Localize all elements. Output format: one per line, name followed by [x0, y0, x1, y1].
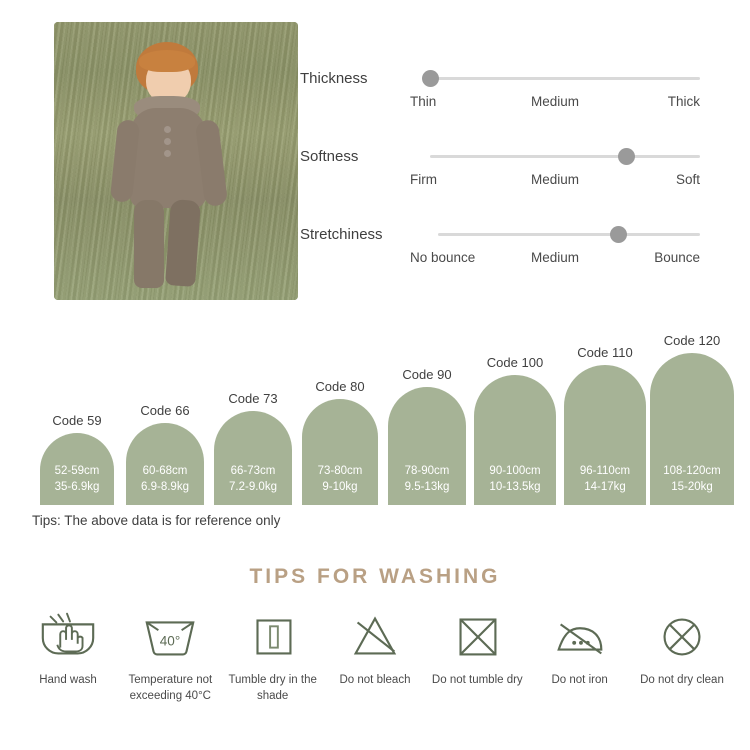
slider-softness[interactable]	[300, 136, 700, 214]
size-code: Code 100	[486, 355, 544, 370]
tick-medium: Medium	[530, 250, 579, 265]
right-leg	[165, 199, 201, 287]
do-not-tumble-dry-icon	[445, 608, 509, 664]
slider-stretchiness-knob[interactable]	[610, 226, 627, 243]
size-weight: 15-20kg	[671, 481, 713, 494]
size-height: 60-68cm	[142, 464, 188, 477]
size-column	[474, 355, 556, 505]
size-arch	[474, 375, 556, 505]
washing-icon-row	[18, 608, 732, 704]
size-weight: 35-6.9kg	[54, 481, 100, 494]
left-leg	[134, 200, 164, 288]
tick-medium: Medium	[530, 172, 579, 187]
size-code: Code 110	[577, 345, 633, 360]
size-chart-note: Tips: The above data is for reference only	[32, 513, 281, 528]
tick-thin: Thin	[410, 94, 437, 109]
size-column	[126, 403, 204, 505]
temperature-40-icon	[138, 608, 202, 664]
washing-caption: Hand wash	[39, 674, 97, 686]
washing-title: TIPS FOR WASHING	[249, 565, 501, 588]
button-1	[164, 126, 171, 133]
size-column	[388, 367, 466, 505]
slider-softness-label: Softness	[300, 148, 359, 165]
top-section	[0, 0, 750, 330]
button-3	[164, 150, 171, 157]
size-arch	[40, 433, 114, 505]
slider-softness-track[interactable]	[430, 155, 700, 158]
tick-thick: Thick	[667, 94, 700, 109]
size-height: 90-100cm	[489, 464, 541, 477]
washing-item	[530, 608, 630, 704]
size-height: 66-73cm	[230, 464, 276, 477]
slider-thickness-label: Thickness	[300, 70, 368, 87]
size-height: 73-80cm	[317, 464, 363, 477]
slider-stretchiness[interactable]	[300, 214, 700, 292]
hand-wash-icon	[36, 608, 100, 664]
slider-stretchiness-ticks	[410, 250, 700, 265]
size-weight: 6.9-8.9kg	[141, 481, 189, 494]
washing-caption: Do not bleach	[339, 674, 411, 686]
tick-bounce: Bounce	[654, 250, 700, 265]
washing-item	[325, 608, 425, 704]
slider-thickness-knob[interactable]	[422, 70, 439, 87]
size-height: 108-120cm	[663, 464, 721, 477]
washing-caption: Tumble dry in the shade	[228, 674, 317, 702]
washing-caption: Do not dry clean	[640, 674, 724, 686]
size-code: Code 59	[52, 413, 102, 428]
tick-no-bounce: No bounce	[410, 250, 476, 265]
size-height: 78-90cm	[404, 464, 450, 477]
size-weight: 9.5-13kg	[404, 481, 450, 494]
size-arch	[214, 411, 292, 505]
washing-caption: Do not tumble dry	[431, 674, 523, 686]
hair-front	[139, 50, 195, 72]
washing-caption: Do not iron	[551, 674, 608, 686]
size-arch	[302, 399, 378, 505]
attribute-sliders	[300, 58, 700, 292]
child-figure	[106, 42, 246, 292]
size-column	[302, 379, 378, 505]
size-column	[40, 413, 114, 505]
washing-item	[18, 608, 118, 704]
size-code: Code 120	[663, 333, 721, 348]
size-code: Code 66	[140, 403, 190, 418]
slider-thickness-track[interactable]	[430, 77, 700, 80]
size-arch	[650, 353, 734, 505]
size-weight: 10-13.5kg	[489, 481, 541, 494]
do-not-iron-icon	[548, 608, 612, 664]
size-height: 96-110cm	[579, 464, 631, 477]
size-arch	[388, 387, 466, 505]
size-code: Code 90	[402, 367, 452, 382]
size-arch	[564, 365, 646, 505]
tick-medium: Medium	[530, 94, 579, 109]
do-not-dry-clean-icon	[650, 608, 714, 664]
button-2	[164, 138, 171, 145]
slider-thickness[interactable]	[300, 58, 700, 136]
size-weight: 7.2-9.0kg	[229, 481, 277, 494]
slider-stretchiness-label: Stretchiness	[300, 226, 383, 243]
washing-item	[120, 608, 220, 704]
washing-item	[632, 608, 732, 704]
size-weight: 14-17kg	[584, 481, 626, 494]
slider-softness-ticks	[410, 172, 700, 187]
size-arch	[126, 423, 204, 505]
tick-soft: Soft	[675, 172, 700, 187]
size-column	[564, 345, 646, 505]
washing-caption: Temperature not exceeding 40°C	[128, 674, 213, 702]
tumble-dry-shade-icon	[241, 608, 305, 664]
slider-softness-knob[interactable]	[618, 148, 635, 165]
washing-item	[427, 608, 527, 704]
size-weight: 9-10kg	[322, 481, 358, 494]
washing-item	[223, 608, 323, 704]
size-code: Code 80	[315, 379, 365, 394]
product-photo	[54, 22, 298, 300]
slider-stretchiness-track[interactable]	[438, 233, 700, 236]
size-column	[650, 333, 734, 505]
size-code: Code 73	[228, 391, 278, 406]
do-not-bleach-icon	[343, 608, 407, 664]
size-height: 52-59cm	[54, 464, 100, 477]
slider-thickness-ticks	[410, 94, 700, 109]
size-column	[214, 391, 292, 505]
romper-body	[130, 108, 206, 208]
tick-firm: Firm	[410, 172, 437, 187]
size-chart	[30, 333, 721, 505]
temperature-value: 40°	[160, 633, 181, 649]
